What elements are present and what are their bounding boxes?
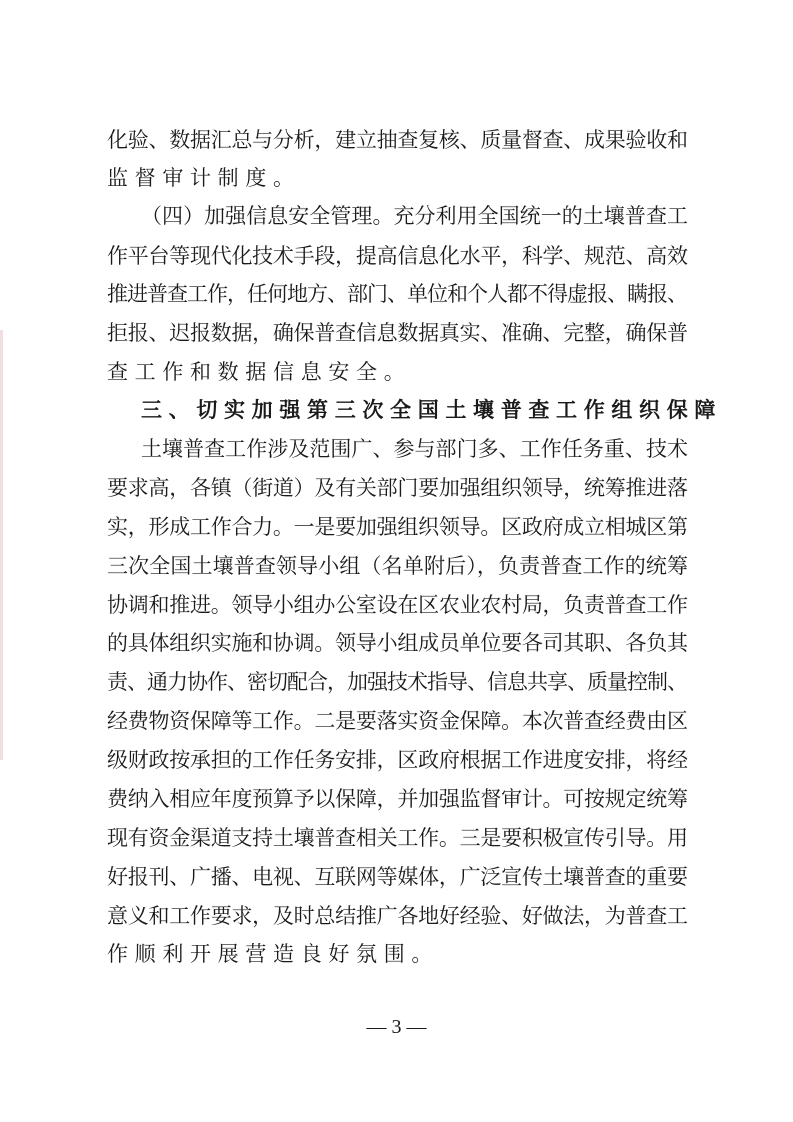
text-line [0,857,793,897]
text-line [0,701,793,741]
text-line [0,740,793,780]
text-line-content: 作顺利开展营造良好氛围。 [107,942,440,966]
text-line [0,507,793,547]
text-line-content: 拒报、迟报数据，确保普查信息数据真实、准确、完整，确保普 [107,321,688,345]
text-line-content: 实，形成工作合力。一是要加强组织领导。区政府成立相城区第 [107,515,688,539]
text-line [0,662,793,702]
text-line-content: 经费物资保障等工作。二是要落实资金保障。本次普查经费由区 [107,709,688,733]
text-line-content: 要求高，各镇（街道）及有关部门要加强组织领导，统筹推进落 [107,476,688,500]
text-line-content: 好报刊、广播、电视、互联网等媒体，广泛宣传土壤普查的重要 [107,865,688,889]
text-line [0,120,793,160]
text-line [0,779,793,819]
text-line [0,429,793,469]
text-line-content: 化验、数据汇总与分析，建立抽查复核、质量督查、成果验收和 [107,128,688,152]
text-line-content: 查工作和数据信息安全。 [107,360,412,384]
text-line-content: 推进普查工作，任何地方、部门、单位和个人都不得虚报、瞒报、 [107,282,687,306]
text-line [0,274,793,314]
text-line [0,896,793,936]
text-line-content: 责、通力协作、密切配合，加强技术指导、信息共享、质量控制、 [107,670,687,694]
text-line-content: 三次全国土壤普查领导小组（名单附后），负责普查工作的统筹 [107,554,689,578]
text-line [0,313,793,353]
text-line-content: 协调和推进。领导小组办公室设在区农业农村局，负责普查工作 [107,593,688,617]
text-line-content: 意义和工作要求，及时总结推广各地好经验、好做法，为普查工 [107,904,688,928]
section-heading [0,390,793,430]
text-line [0,546,793,586]
text-line-content: 监督审计制度。 [107,166,301,190]
text-line-content: 级财政按承担的工作任务安排，区政府根据工作进度安排，将经 [107,748,688,772]
text-line-content: 现有资金渠道支持土壤普查相关工作。三是要积极宣传引导。用 [107,826,688,850]
text-line-content: 土壤普查工作涉及范围广、参与部门多、工作任务重、技术 [141,437,689,461]
text-line [0,623,793,663]
text-line-content: （四）加强信息安全管理。充分利用全国统一的土壤普查工 [141,204,689,228]
text-line [0,352,793,392]
text-line-content: 的具体组织实施和协调。领导小组成员单位要各司其职、各负其 [107,631,688,655]
page-number: — 3 — [366,1016,427,1038]
text-line-content: 作平台等现代化技术手段，提高信息化水平，科学、规范、高效 [107,244,688,268]
text-line [0,158,793,198]
text-line [0,818,793,858]
text-line [0,585,793,625]
text-line [0,934,793,974]
section-heading-line [0,196,793,236]
text-line [0,236,793,276]
text-line [0,468,793,508]
text-line-content: 三、切实加强第三次全国土壤普查工作组织保障 [141,398,723,422]
text-line-content: 费纳入相应年度预算予以保障，并加强监督审计。可按规定统筹 [107,787,688,811]
